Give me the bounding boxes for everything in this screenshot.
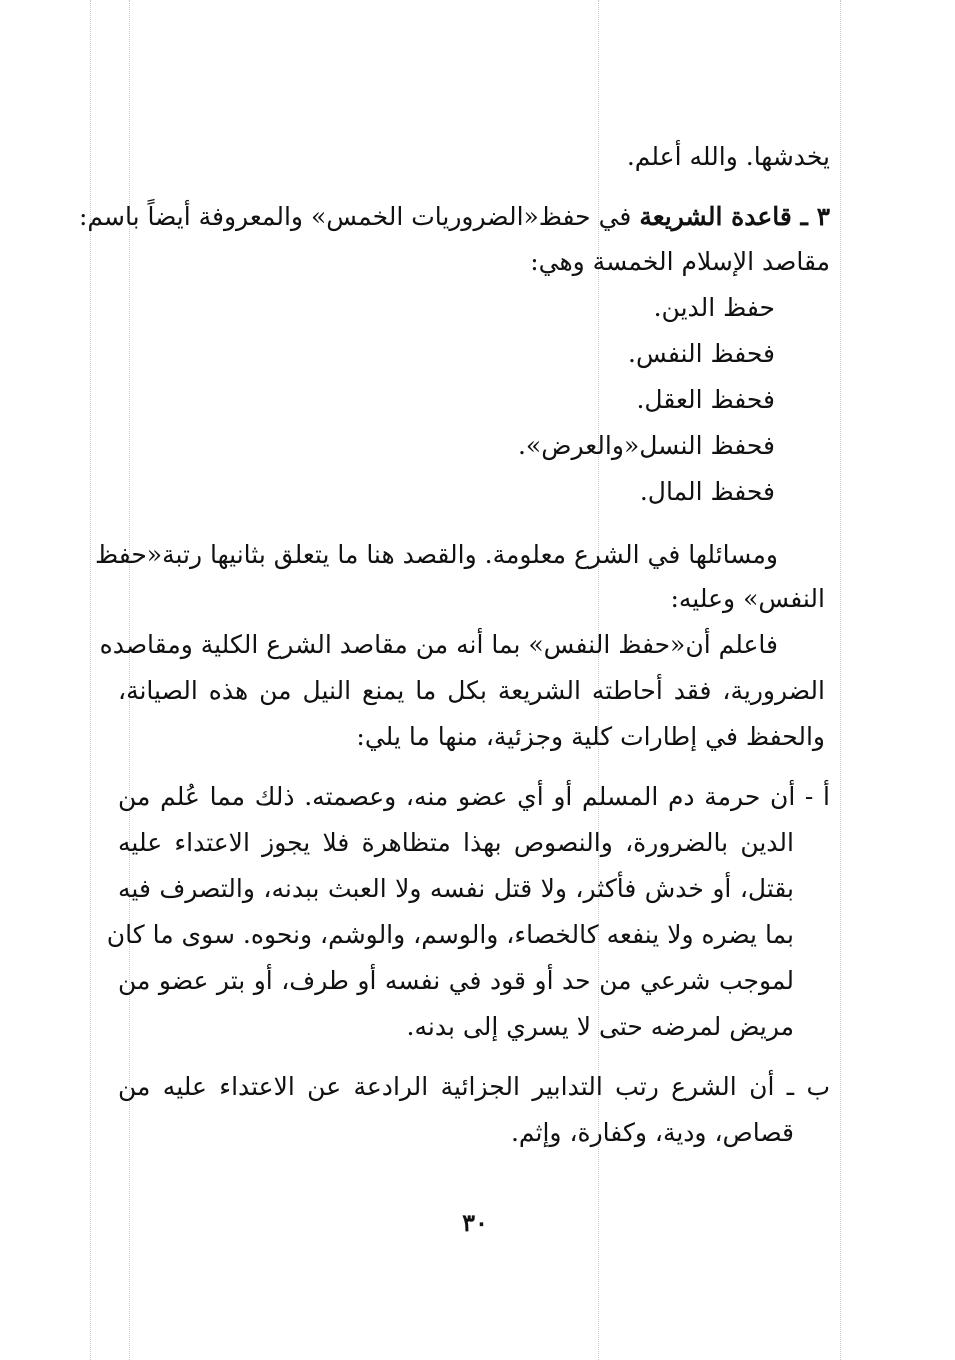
text-line: النفس» وعليه:	[670, 584, 825, 613]
text-line: لموجب شرعي من حد أو قود في نفسه أو طرف، أو بتر عضو من	[118, 966, 794, 995]
item-b-line: ب ـ أن الشرع رتب التدابير الجزائية الرادعة عن الاعتداء عليه من	[118, 1072, 830, 1101]
text-line: قصاص، ودية، وكفارة، وإثم.	[510, 1118, 794, 1147]
text-line: مريض لمرضه حتى لا يسري إلى بدنه.	[406, 1012, 794, 1041]
list-item: حفظ الدين.	[653, 293, 775, 322]
text-line: الضرورية، فقد أحاطته الشريعة بكل ما يمنع النيل من هذه الصيانة،	[118, 676, 826, 705]
text-line: الدين بالضرورة، والنصوص بهذا متظاهرة فلا يجوز الاعتداء عليه	[118, 828, 794, 857]
section-3-heading: ٣ ـ قاعدة الشريعة	[639, 202, 830, 231]
list-item: فحفظ العقل.	[636, 385, 775, 414]
text-line: ومسائلها في الشرع معلومة. والقصد هنا ما يتعلق بثانيها رتبة«حفظ	[94, 540, 778, 569]
text-line: يخدشها. والله أعلم.	[626, 142, 830, 171]
page-number: ٣٠	[462, 1208, 488, 1237]
text-line: والحفظ في إطارات كلية وجزئية، منها ما يلي:	[356, 722, 825, 751]
text-line: فاعلم أن«حفظ النفس» بما أنه من مقاصد الشرع الكلية ومقاصده	[99, 630, 778, 659]
text-line: مقاصد الإسلام الخمسة وهي:	[530, 247, 830, 276]
list-item: فحفظ النسل«والعرض».	[517, 431, 775, 460]
text-line: بقتل، أو خدش فأكثر، ولا قتل نفسه ولا العبث ببدنه، والتصرف فيه	[118, 874, 794, 903]
text-line: بما يضره ولا ينفعه كالخصاء، والوسم، والوشم، ونحوه. سوى ما كان	[106, 920, 794, 949]
text-span: في حفظ«الضروريات الخمس» والمعروفة أيضاً باسم:	[78, 202, 640, 231]
list-item: فحفظ المال.	[639, 477, 775, 506]
item-a-line: أ - أن حرمة دم المسلم أو أي عضو منه، وعصمته. ذلك مما عُلم من	[118, 782, 830, 811]
section-3-heading-line	[78, 200, 830, 234]
list-item: فحفظ النفس.	[628, 339, 775, 368]
